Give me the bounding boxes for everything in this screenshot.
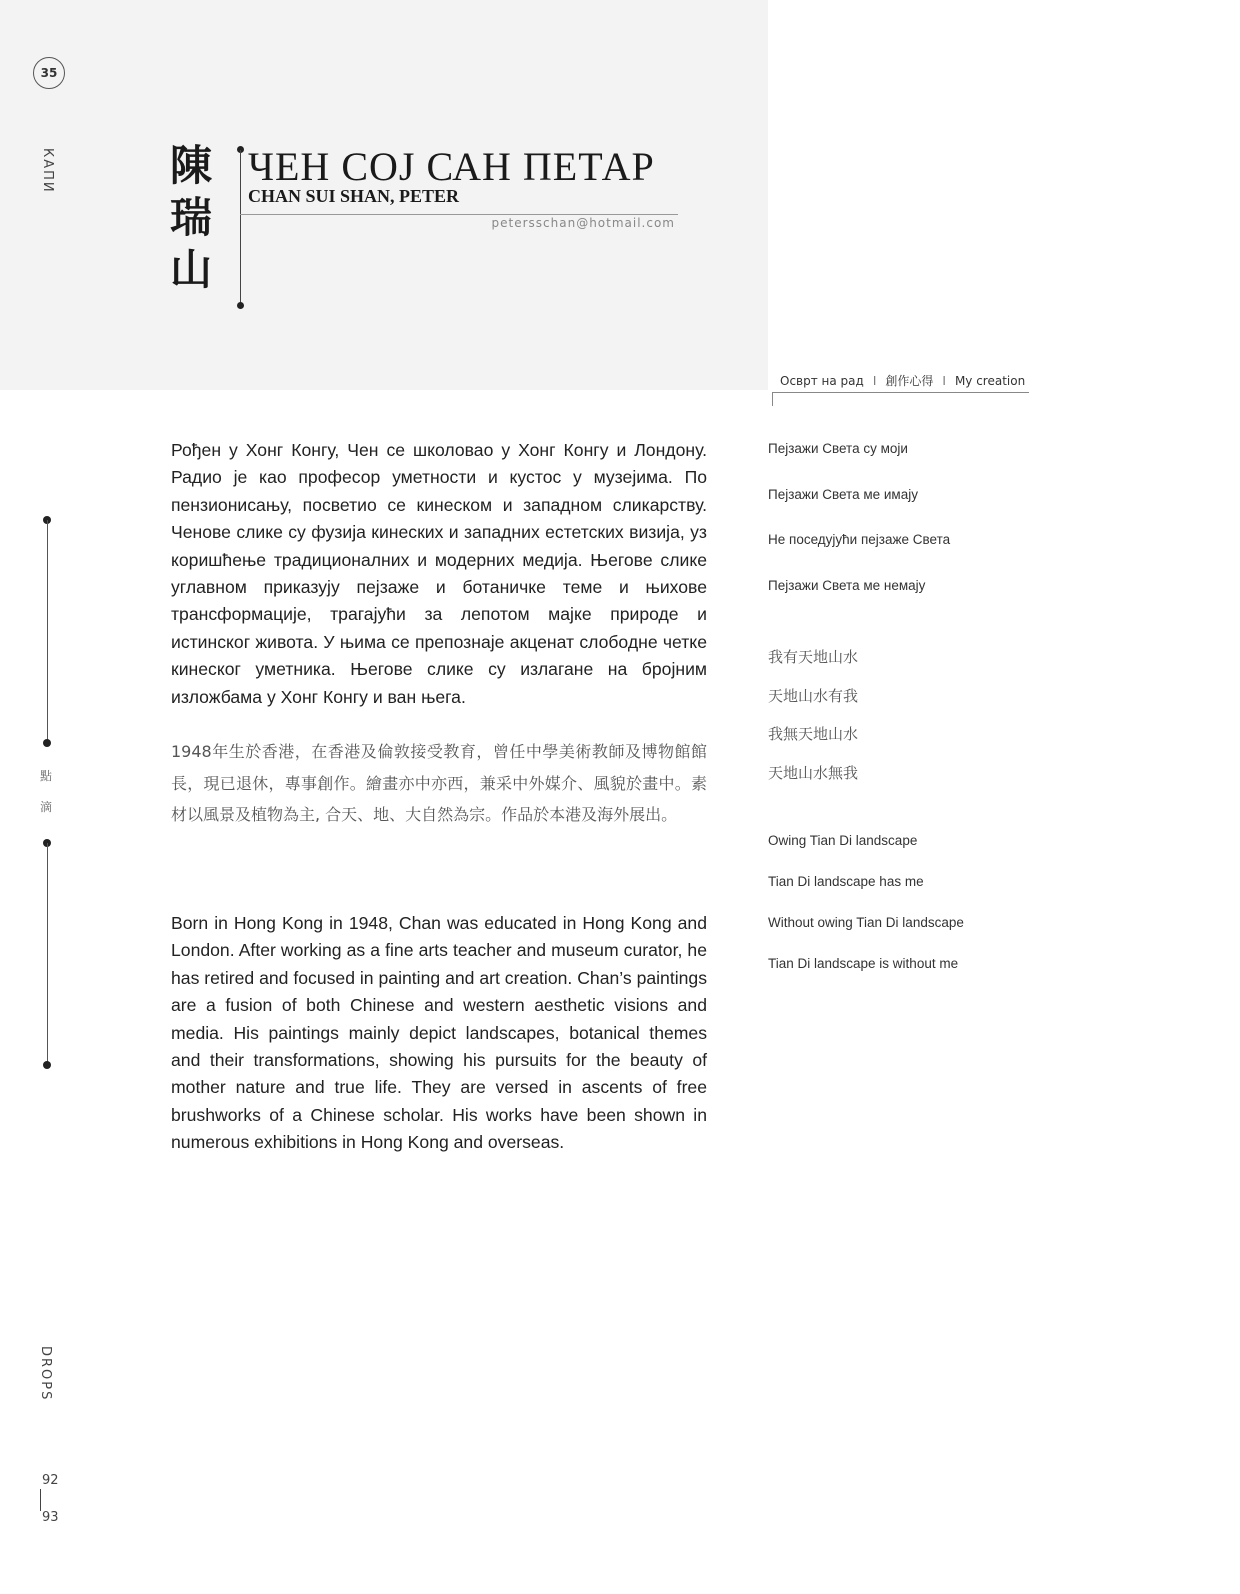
- artist-name-cyrillic: ЧЕН СОЈ САН ПЕТАР: [248, 144, 655, 189]
- section-label-english: DROPS: [38, 1346, 53, 1402]
- nav-item-serbian[interactable]: Осврт на рад: [780, 373, 864, 388]
- folio-left: 92: [42, 1473, 59, 1488]
- creation-english: [768, 833, 964, 997]
- bracket-dot-bottom: [237, 302, 244, 309]
- section-nav: [780, 372, 1025, 389]
- section-label-serbian: КАПИ: [40, 148, 55, 194]
- artist-name-cjk: 陳瑞山: [170, 141, 213, 294]
- artist-email[interactable]: petersschan@hotmail.com: [491, 216, 675, 230]
- section-label-cjk-1: 點: [40, 769, 53, 783]
- nav-item-english[interactable]: My creation: [954, 373, 1026, 388]
- poem-line: Пејзажи Света ме немају: [768, 577, 926, 593]
- poem-line: 我有天地山水: [768, 648, 859, 666]
- bio-chinese: 1948年生於香港，在香港及倫敦接受教育，曾任中學美術教師及博物館館長，現已退休，專事創作。繪畫亦中亦西，兼采中外媒介、風貌於畫中。素材以風景及植物為主, 合天、地、大自然為宗。作品於本港及海外展出。: [171, 742, 707, 824]
- timeline-dot: [43, 739, 51, 747]
- creation-serbian: [768, 441, 950, 623]
- bio-serbian: Рођен у Хонг Конгу, Чен се школовао у Хонг Конгу и Лондону. Радио је као професор уметности и кустос у музејима. По пензионисању, посветио се кинеском и западном сликарству. Ченове слике су фузија кинеских и западних естетских визија, уз коришћење традиционалних и модерних медија. Његове слике углавном приказују пејзаже и ботаничке теме и њихове трансформације, трагајући за лепотом мајке природе и истинског живота. У њима се препознаје акценат слободне четке кинеског уметника. Његове слике су излагане на бројним изложбама у Хонг Конгу и ван њега.: [171, 440, 707, 707]
- bracket-line: [240, 150, 241, 305]
- folio-divider: [40, 1489, 41, 1511]
- poem-line: Пејзажи Света ме имају: [768, 486, 918, 502]
- title-underline: [240, 214, 678, 215]
- section-label-cjk-2: 滴: [40, 800, 53, 814]
- folio-right: 93: [42, 1510, 59, 1525]
- nav-item-chinese[interactable]: 創作心得: [885, 374, 934, 388]
- creation-chinese: [768, 646, 858, 800]
- nav-separator: I: [942, 373, 946, 388]
- nav-underline-tick: [772, 392, 773, 406]
- bio-english: Born in Hong Kong in 1948, Chan was educated in Hong Kong and London. After working as a fine arts teacher and museum curator, he has retired and focused in painting and art creation. Chan’s paintings are a fusion of both Chinese and western aesthetic visions and media. His paintings mainly depict landscapes, botanical themes and their transformations, showing his pursuits for the beauty of mother nature and true life. They are versed in ascents of free brushworks of a Chinese scholar. His works have been shown in numerous exhibitions in Hong Kong and overseas.: [171, 913, 707, 1153]
- nav-underline: [772, 392, 1029, 393]
- poem-line: Не поседујући пејзаже Света: [768, 532, 951, 547]
- timeline-line: [47, 843, 48, 1065]
- timeline-line: [47, 520, 48, 743]
- artist-name-latin: CHAN SUI SHAN, PETER: [248, 186, 460, 206]
- page-number-badge: 35: [33, 57, 65, 89]
- poem-line: 天地山水無我: [768, 763, 859, 782]
- poem-line: 天地山水有我: [768, 686, 859, 705]
- poem-line: Tian Di landscape is without me: [768, 956, 959, 971]
- poem-line: Owing Tian Di landscape: [768, 833, 918, 848]
- poem-line: Пејзажи Света су моји: [768, 441, 908, 456]
- poem-line: 我無天地山水: [768, 725, 859, 743]
- poem-line: Tian Di landscape has me: [768, 874, 924, 889]
- timeline-dot: [43, 1061, 51, 1069]
- nav-separator: I: [872, 373, 877, 388]
- poem-line: Without owing Tian Di landscape: [768, 915, 964, 930]
